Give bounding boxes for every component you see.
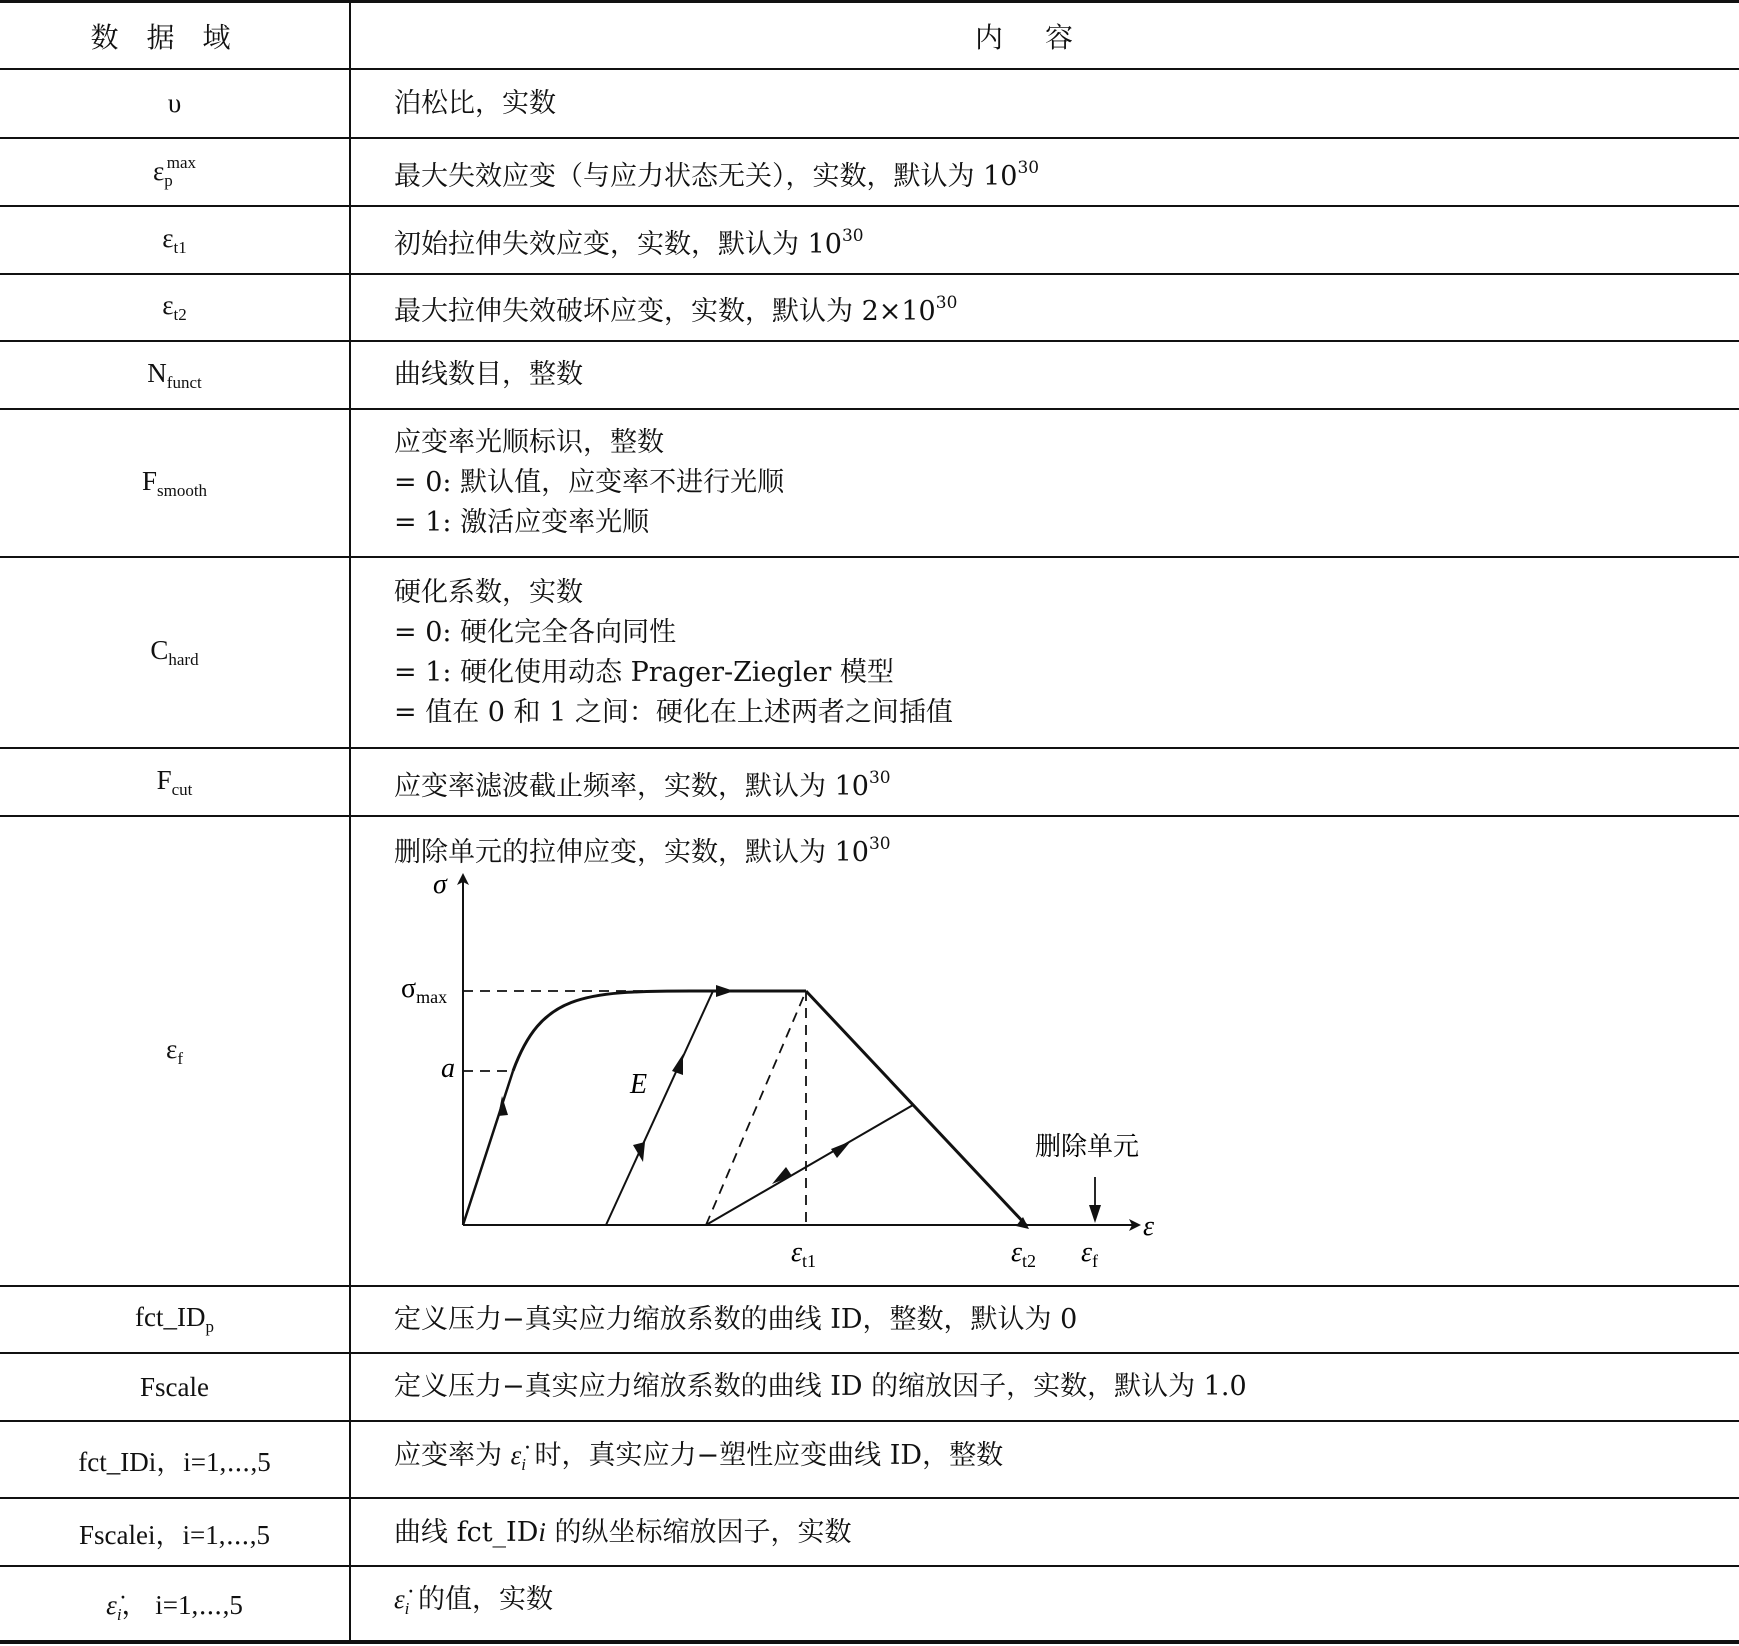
content-cell — [394, 1499, 1729, 1565]
content-cell — [394, 410, 1729, 556]
content-text: 删除单元的拉伸应变，实数，默认为 $10^{30}$ — [394, 833, 891, 868]
arrow-unload-up — [672, 1054, 683, 1075]
content-line: = 0: 默认值，应变率不进行光顺 — [394, 467, 785, 498]
field-cell — [0, 410, 349, 556]
stress-strain-diagram — [351, 865, 1201, 1283]
x-axis-label: ε — [1143, 1211, 1155, 1242]
table-bottom-border — [0, 1640, 1739, 1644]
elastic-segment — [463, 1071, 513, 1225]
damage-unload-line — [706, 1105, 913, 1225]
et2-label: $\varepsilon_{t2}$ — [1011, 1237, 1037, 1271]
content-text: 初始拉伸失效应变，实数，默认为 $10^{30}$ — [394, 225, 864, 260]
field-name: $\varepsilon_{t1}$ — [162, 222, 187, 257]
arrow-softening — [1016, 1217, 1029, 1229]
field-cell — [0, 558, 349, 747]
header-content-label: 内容 — [974, 20, 1115, 54]
field-cell — [0, 1287, 349, 1352]
content-line: 应变率光顺标识，整数 — [394, 427, 664, 458]
y-axis-label: σ — [433, 869, 447, 900]
content-text: $\varepsiloṅ_i$ 的值，实数 — [394, 1583, 553, 1618]
content-text: 泊松比，实数 — [394, 87, 556, 119]
content-text: 定义压力−真实应力缩放系数的曲线 ID 的缩放因子，实数，默认为 1.0 — [394, 1371, 1247, 1402]
ef-label: $\varepsilon_f$ — [1081, 1237, 1099, 1271]
field-name: $fct\_ID_p$ — [135, 1302, 214, 1336]
header-field-label: 数据域 — [90, 22, 259, 54]
content-text: 定义压力−真实应力缩放系数的曲线 ID，整数，默认为 0 — [394, 1303, 1078, 1335]
content-cell — [394, 558, 1729, 747]
content-cell — [394, 342, 1729, 408]
field-name: fct_IDi，i=1,⋯,5 — [78, 1447, 271, 1477]
content-text: 最大拉伸失效破坏应变，实数，默认为 $2\times 10^{30}$ — [394, 293, 958, 327]
arrow-damage-up — [831, 1141, 851, 1158]
content-line: = 1: 硬化使用动态 Prager-Ziegler 模型 — [394, 656, 894, 688]
field-name: Fscale — [140, 1371, 209, 1402]
header-field — [0, 3, 349, 68]
content-line: = 值在 0 和 1 之间：硬化在上述两者之间插值 — [394, 696, 953, 728]
sigma-max-label: $\sigma_{max}$ — [401, 973, 448, 1007]
content-text: 曲线数目，整数 — [394, 359, 583, 390]
field-name: $F_{smooth}$ — [141, 465, 208, 500]
field-name: $C_{hard}$ — [150, 635, 199, 669]
field-name: $\varepsilon_p^{max}$ — [152, 153, 197, 190]
field-cell — [0, 139, 349, 205]
hardening-curve — [513, 991, 691, 1071]
field-name: $F_{cut}$ — [156, 764, 193, 799]
content-line: = 0: 硬化完全各向同性 — [394, 616, 677, 648]
field-cell — [0, 1499, 349, 1565]
content-text: 最大失效应变（与应力状态无关），实数，默认为 $10^{30}$ — [394, 157, 1040, 192]
reload-dashed-line — [706, 991, 806, 1225]
delete-arrow-head — [1089, 1205, 1101, 1223]
field-cell — [0, 1354, 349, 1420]
field-name: $\varepsiloṅ_i$， i=1,⋯,5 — [106, 1589, 243, 1624]
content-cell — [394, 749, 1729, 815]
field-cell — [0, 342, 349, 408]
softening-line — [806, 991, 1026, 1225]
content-line: = 1: 激活应变率光顺 — [394, 507, 650, 538]
et1-label: $\varepsilon_{t1}$ — [791, 1237, 817, 1271]
content-text: 应变率滤波截止频率，实数，默认为 $10^{30}$ — [394, 767, 891, 802]
content-cell — [394, 70, 1729, 137]
a-label: a — [441, 1053, 455, 1084]
content-line: 硬化系数，实数 — [394, 576, 583, 608]
column-divider — [349, 0, 351, 1644]
field-cell — [0, 1567, 349, 1640]
content-text: 应变率为 $\varepsiloṅ_i$ 时，真实应力−塑性应变曲线 ID，整数 — [394, 1439, 1004, 1474]
field-cell — [0, 275, 349, 340]
content-cell — [394, 207, 1729, 273]
unload-line — [606, 991, 713, 1225]
field-cell — [0, 70, 349, 137]
content-text: 曲线 fct_IDi 的纵坐标缩放因子，实数 — [394, 1516, 852, 1548]
e-label: E — [630, 1069, 648, 1100]
field-name: $\varepsilon_f$ — [165, 1033, 183, 1068]
header-content — [351, 3, 1739, 68]
content-cell — [394, 275, 1729, 340]
content-cell — [394, 1354, 1729, 1420]
field-cell — [0, 817, 349, 1285]
field-name: Fscalei，i=1,⋯,5 — [78, 1519, 270, 1550]
field-cell — [0, 1422, 349, 1497]
field-cell — [0, 749, 349, 815]
field-cell — [0, 207, 349, 273]
content-cell — [394, 139, 1729, 205]
field-name: $\varepsilon_{t2}$ — [162, 290, 187, 324]
arrow-unload-down — [633, 1142, 645, 1162]
field-name: $N_{funct}$ — [147, 357, 202, 392]
delete-element-label: 删除单元 — [1035, 1132, 1140, 1162]
content-cell — [394, 1287, 1729, 1352]
content-cell — [394, 1422, 1729, 1497]
arrow-plateau — [716, 985, 734, 997]
content-cell — [394, 1567, 1729, 1640]
field-name: υ — [167, 88, 182, 118]
